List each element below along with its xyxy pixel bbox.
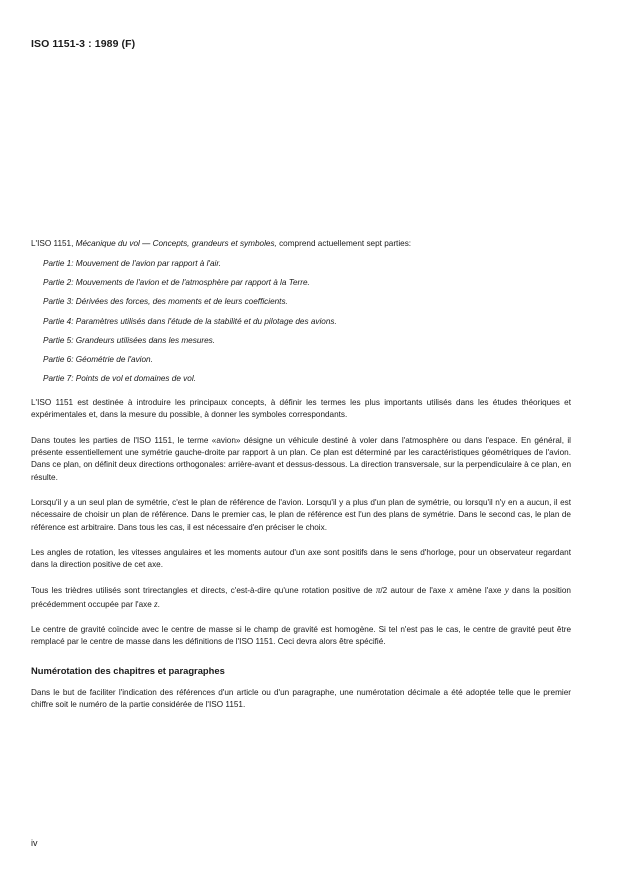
p5-text-a: Tous les trièdres utilisés sont trirectangles et directs, c'est-à-dire qu'une rotation positive de: [31, 586, 376, 596]
math-pi: π: [375, 585, 381, 596]
paragraph-rotation-sign: Les angles de rotation, les vitesses angulaires et les moments autour d'un axe sont positifs dans le sens d'horloge, pour un observateur regardant dans la direction positive de cet axe.: [31, 547, 571, 570]
page-content: [31, 238, 571, 712]
part-item: Partie 5: Grandeurs utilisées dans les mesures.: [43, 335, 216, 345]
part-item: Partie 6: Géométrie de l'avion.: [43, 354, 153, 364]
intro-before: L'ISO 1151,: [31, 239, 76, 248]
section-paragraph: Dans le but de faciliter l'indication des références d'un article ou d'un paragraphe, une numérotation décimale a été adoptée telle que le premier chiffre soit le numéro de la partie considérée de l'ISO 1151.: [31, 687, 571, 710]
part-item: Partie 4: Paramètres utilisés dans l'étude de la stabilité et du pilotage des avions.: [43, 316, 337, 326]
section-heading: Numérotation des chapitres et paragraphes: [31, 664, 225, 676]
part-item: Partie 7: Points de vol et domaines de vol.: [43, 373, 196, 383]
paragraph-aircraft-definition: Dans toutes les parties de l'ISO 1151, le terme «avion» désigne un véhicule destiné à voler dans l'atmosphère ou dans l'espace. En général, il présente essentiellement une symétrie gauche-droite par rapport à un plan. Ce plan est déterminé par les caractéristiques géométriques de l'avion. Dans ce plan, on définit deux directions orthogonales: arrière-avant et dessus-dessous. La direction transversale, sur la perpendiculaire à ce plan, en résulte.: [31, 435, 571, 482]
math-y: y: [504, 585, 509, 596]
document-header: ISO 1151-3 : 1989 (F): [31, 38, 136, 50]
paragraph-reference-plane: Lorsqu'il y a un seul plan de symétrie, c'est le plan de référence de l'avion. Lorsqu'il y a plus d'un plan de symétrie, ou lorsqu'il n'y en a aucun, il est nécessaire de choisir un plan de référence. Dans le premier cas, le plan de référence est l'un des plans de symétrie. Dans le second cas, le plan de référence est arbitraire. Dans tous les cas, il est nécessaire d'en préciser le choix.: [31, 497, 571, 532]
p5-text-d: dans la position précédemment occupée par l'axe: [31, 586, 571, 609]
p5-text-c: amène l'axe: [453, 586, 505, 596]
part-item: Partie 2: Mouvements de l'avion et de l'atmosphère par rapport à la Terre.: [43, 278, 310, 288]
p5-text-b: /2 autour de l'axe: [380, 586, 450, 596]
intro-paragraph: [31, 238, 571, 250]
paragraph-scope: L'ISO 1151 est destinée à introduire les principaux concepts, à définir les termes les plus importants utilisés dans les études théoriques et expérimentales et, dans la mesure du possible, à donner les symboles correspondants.: [31, 398, 571, 420]
intro-title: Mécanique du vol — Concepts, grandeurs et symboles,: [75, 239, 277, 248]
part-item: Partie 3: Dérivées des forces, des moments et de leurs coefficients.: [43, 297, 288, 307]
math-x: x: [449, 585, 454, 596]
paragraph-trihedrals: [31, 584, 571, 611]
paragraph-center-of-gravity: Le centre de gravité coïncide avec le centre de masse si le champ de gravité est homogène. Si tel n'est pas le cas, le centre de gravité peut être remplacé par le centre de masse dans les définitions de l'ISO 1151. Ceci devra alors être spécifié.: [31, 625, 571, 647]
page-number: iv: [31, 838, 38, 848]
p5-text-e: .: [157, 599, 160, 609]
math-z: z: [154, 598, 158, 609]
parts-list: [31, 258, 571, 385]
part-item: Partie 1: Mouvement de l'avion par rapport à l'air.: [43, 259, 222, 269]
intro-after: comprend actuellement sept parties:: [276, 239, 412, 248]
